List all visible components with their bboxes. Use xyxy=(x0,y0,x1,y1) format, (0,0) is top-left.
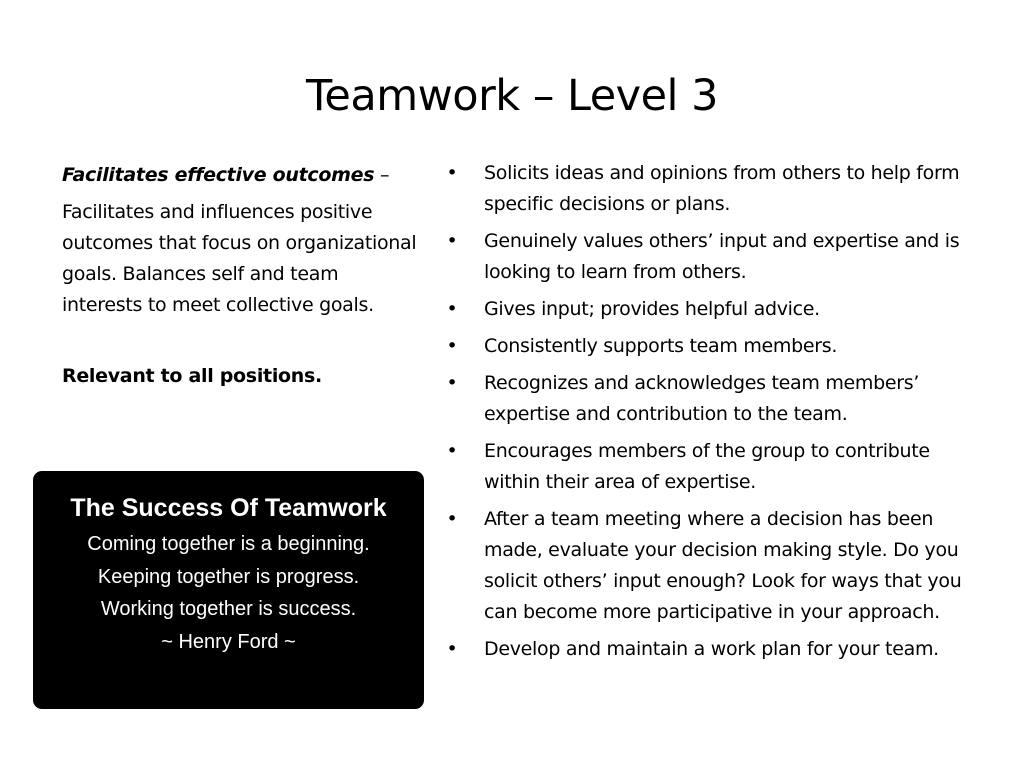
competency-name: Facilitates effective outcomes xyxy=(62,164,375,186)
bullet-icon: • xyxy=(446,508,458,530)
list-item xyxy=(445,504,985,628)
list-item xyxy=(445,294,985,325)
bullet-icon: • xyxy=(446,638,458,660)
quote-line: Working together is success. xyxy=(100,598,357,620)
quote-attribution: ~ Henry Ford ~ xyxy=(161,630,296,653)
bullet-icon: • xyxy=(446,162,458,184)
slide-title: Teamwork – Level 3 xyxy=(305,71,719,121)
competency-heading xyxy=(62,160,422,191)
list-item xyxy=(445,368,985,430)
list-item-text: Develop and maintain a work plan for your team. xyxy=(484,638,939,660)
quote-image xyxy=(33,471,424,709)
quote-title: The Success Of Teamwork xyxy=(70,494,387,522)
quote-line: Keeping together is progress. xyxy=(97,565,360,588)
competency-definition: Facilitates and influences positive outcomes that focus on organizational goals. Balances self and team interests to meet collective goals. xyxy=(62,201,417,316)
bullet-icon: • xyxy=(446,298,458,320)
competency-description xyxy=(62,160,422,392)
list-item xyxy=(445,436,985,498)
list-item xyxy=(445,634,985,665)
bullet-icon: • xyxy=(446,230,458,252)
relevance-note: Relevant to all positions. xyxy=(62,365,322,387)
list-item-text: After a team meeting where a decision has been made, evaluate your decision making style. Do you solicit others’ input enough? Look for ways that you can become more participative in your approach. xyxy=(484,508,962,623)
bullet-icon: • xyxy=(446,335,458,357)
list-item xyxy=(445,331,985,362)
quote-line: Coming together is a beginning. xyxy=(87,533,370,555)
list-item-text: Genuinely values others’ input and expertise and is looking to learn from others. xyxy=(484,230,960,283)
bullet-icon: • xyxy=(446,440,458,462)
heading-dash: – xyxy=(374,164,390,186)
list-item-text: Gives input; provides helpful advice. xyxy=(484,298,820,320)
list-item-text: Solicits ideas and opinions from others to help form specific decisions or plans. xyxy=(484,162,960,215)
list-item-text: Consistently supports team members. xyxy=(484,335,838,357)
list-item xyxy=(445,158,985,220)
list-item-text: Recognizes and acknowledges team members’ expertise and contribution to the team. xyxy=(484,372,920,425)
behavior-list xyxy=(445,158,985,671)
list-item-text: Encourages members of the group to contribute within their area of expertise. xyxy=(484,440,930,493)
bullet-icon: • xyxy=(446,372,458,394)
list-item xyxy=(445,226,985,288)
